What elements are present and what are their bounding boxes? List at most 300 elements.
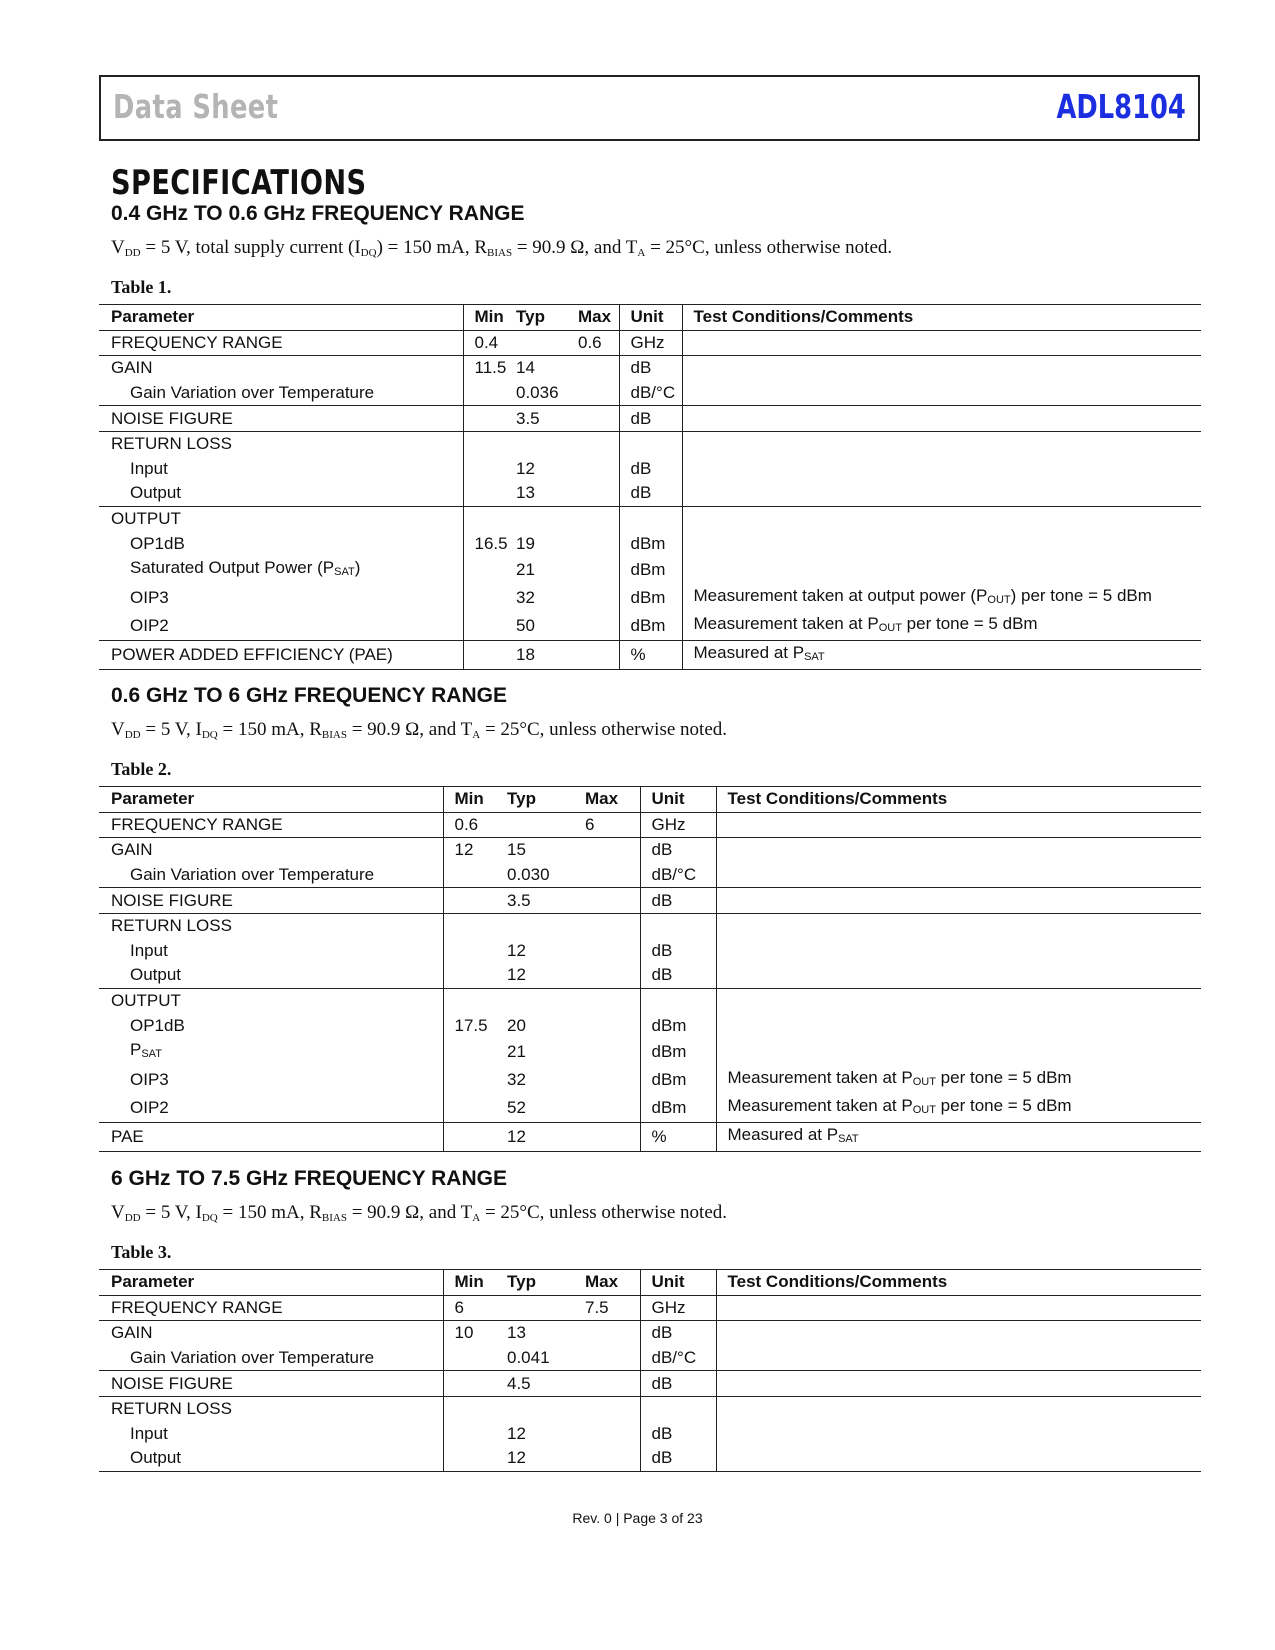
- condition-subscript: A: [472, 1212, 481, 1224]
- cell-typ: 18: [516, 640, 578, 669]
- cell-conditions: [716, 863, 1201, 888]
- table-row: [99, 506, 1201, 531]
- column-header-min: Min: [443, 1270, 507, 1296]
- cell-typ: 0.036: [516, 383, 559, 403]
- cell-min: [463, 481, 516, 506]
- cell-min: [463, 584, 516, 612]
- parameter-text: Gain Variation over Temperature: [130, 865, 375, 885]
- cell-parameter: [99, 1446, 443, 1471]
- cell-conditions: [716, 988, 1201, 1013]
- parameter-text: FREQUENCY RANGE: [111, 814, 283, 834]
- cell-min: [463, 506, 516, 531]
- cell-conditions: [716, 1446, 1201, 1471]
- cell-max: [578, 531, 619, 556]
- parameter-text: NOISE FIGURE: [111, 1373, 233, 1393]
- cell-conditions: [682, 406, 1201, 432]
- cell-unit: dB/°C: [640, 863, 716, 888]
- parameter-text: PAE: [111, 1126, 144, 1146]
- table-row: [99, 531, 1201, 556]
- table-row: [99, 812, 1201, 838]
- condition-text: ) = 150 mA, R: [376, 237, 488, 258]
- cell-typ: [516, 431, 578, 456]
- parameter-suffix: ): [354, 557, 361, 577]
- table-row: [99, 1066, 1201, 1094]
- cell-parameter: [99, 913, 443, 938]
- parameter-text: Gain Variation over Temperature: [130, 1348, 375, 1368]
- condition-subscript: DQ: [201, 1212, 218, 1224]
- cell-conditions: [682, 381, 1201, 406]
- cell-max: 6: [585, 814, 595, 834]
- section-heading: 6 GHz TO 7.5 GHz FREQUENCY RANGE: [111, 1167, 507, 1190]
- cell-parameter: [99, 1038, 443, 1066]
- table-row: [99, 1446, 1201, 1471]
- cell-min: 0.6: [443, 812, 507, 838]
- column-header-cond: Test Conditions/Comments: [716, 1270, 1201, 1296]
- parameter-text: Output: [130, 965, 182, 985]
- cell-conditions: [682, 356, 1201, 381]
- cell-max: [578, 640, 619, 669]
- cell-max: [578, 356, 619, 381]
- parameter-text: FREQUENCY RANGE: [111, 1297, 283, 1317]
- condition-text: Measured at P: [693, 642, 805, 662]
- cell-max: [578, 506, 619, 531]
- condition-text: = 25°C, unless otherwise noted.: [480, 1202, 728, 1223]
- cell-max: [585, 939, 640, 964]
- parameter-text: Output: [130, 483, 182, 503]
- column-header-typ: Typ: [507, 787, 585, 813]
- header-part-number: ADL8104: [1056, 87, 1186, 126]
- cell-max: [578, 481, 619, 506]
- cell-typ: 13: [507, 1321, 585, 1346]
- column-header-cond: Test Conditions/Comments: [682, 305, 1201, 331]
- cell-unit: dB: [640, 1446, 716, 1471]
- cell-max: [585, 1013, 640, 1038]
- cell-unit: GHz: [619, 330, 682, 356]
- condition-subscript: DD: [124, 247, 141, 259]
- condition-text: Measurement taken at output power (P: [693, 585, 988, 605]
- section-conditions: [111, 237, 892, 259]
- table-row: [99, 939, 1201, 964]
- cell-conditions: [682, 556, 1201, 584]
- cell-conditions: [716, 1422, 1201, 1447]
- subscript: SAT: [141, 1047, 162, 1060]
- cell-max: [585, 963, 640, 988]
- subscript: OUT: [912, 1075, 936, 1088]
- cell-unit: dB: [640, 939, 716, 964]
- parameter-text: OP1dB: [130, 533, 185, 553]
- cell-parameter: [99, 1371, 443, 1397]
- column-header-max: Max: [585, 787, 640, 813]
- cell-typ: 3.5: [507, 888, 585, 914]
- cell-parameter: [99, 939, 443, 964]
- cell-parameter: [99, 556, 463, 584]
- cell-conditions: [716, 939, 1201, 964]
- table-row: [99, 1321, 1201, 1346]
- subscript: OUT: [912, 1103, 936, 1116]
- parameter-text: Saturated Output Power (P: [130, 557, 335, 577]
- cell-min: [463, 431, 516, 456]
- cell-typ: 14: [516, 356, 578, 381]
- condition-suffix: per tone = 5 dBm: [935, 1067, 1072, 1087]
- cell-unit: dBm: [619, 556, 682, 584]
- condition-text: Measurement taken at P: [727, 1095, 913, 1115]
- cell-min: [443, 963, 507, 988]
- cell-typ: 0.041: [507, 1348, 550, 1368]
- table-row: [99, 1295, 1201, 1321]
- condition-subscript: BIAS: [487, 247, 513, 259]
- parameter-text: P: [130, 1039, 142, 1059]
- cell-unit: dBm: [619, 612, 682, 641]
- column-header-cond: Test Conditions/Comments: [716, 787, 1201, 813]
- cell-min: [463, 381, 516, 406]
- cell-typ: [507, 812, 585, 838]
- cell-parameter: [99, 584, 463, 612]
- cell-parameter: [99, 888, 443, 914]
- cell-conditions: [716, 1321, 1201, 1346]
- condition-suffix: per tone = 5 dBm: [901, 613, 1038, 633]
- cell-unit: dB: [640, 1321, 716, 1346]
- subscript: OUT: [878, 621, 902, 634]
- cell-max: [585, 1422, 640, 1447]
- cell-max: [585, 1038, 640, 1066]
- table-caption: Table 3.: [111, 1242, 172, 1262]
- cell-parameter: [99, 356, 463, 381]
- parameter-text: GAIN: [111, 840, 153, 860]
- cell-unit: %: [619, 640, 682, 669]
- column-header-min: Min: [463, 305, 516, 331]
- cell-parameter: [99, 506, 463, 531]
- cell-conditions: [716, 1066, 1201, 1094]
- table-row: [99, 381, 1201, 406]
- page-header: [99, 75, 1200, 141]
- cell-max: [585, 1371, 640, 1397]
- cell-min: [443, 1446, 507, 1471]
- condition-subscript: DQ: [360, 247, 377, 259]
- table-row: [99, 556, 1201, 584]
- table-row: [99, 330, 1201, 356]
- cell-max: [578, 381, 619, 406]
- cell-typ: [507, 988, 585, 1013]
- column-header-unit: Unit: [619, 305, 682, 331]
- cell-unit: dB: [619, 457, 682, 482]
- cell-unit: dBm: [640, 1094, 716, 1123]
- cell-max: [585, 838, 640, 863]
- condition-text: = 25°C, unless otherwise noted.: [480, 719, 728, 740]
- cell-max: [585, 1066, 640, 1094]
- cell-parameter: [99, 1094, 443, 1123]
- cell-max: [585, 863, 640, 888]
- condition-suffix: per tone = 5 dBm: [935, 1095, 1072, 1115]
- cell-min: [443, 1371, 507, 1397]
- subscript: SAT: [838, 1132, 859, 1145]
- cell-typ: 20: [507, 1015, 526, 1035]
- cell-min: 12: [443, 838, 507, 863]
- parameter-text: OIP2: [130, 1097, 169, 1117]
- cell-unit: [619, 431, 682, 456]
- table-row: [99, 913, 1201, 938]
- condition-text: = 150 mA, R: [217, 1202, 322, 1223]
- cell-max: [578, 584, 619, 612]
- table-row: [99, 838, 1201, 863]
- cell-parameter: [99, 1066, 443, 1094]
- condition-text: = 5 V, I: [140, 719, 202, 740]
- cell-typ: [507, 1396, 585, 1421]
- cell-unit: dB: [640, 888, 716, 914]
- cell-max: [585, 1094, 640, 1123]
- cell-min: [443, 1396, 507, 1421]
- cell-typ: 12: [507, 940, 526, 960]
- cell-unit: dB: [640, 1422, 716, 1447]
- condition-text: Measured at P: [727, 1124, 839, 1144]
- cell-typ: 12: [507, 1122, 585, 1151]
- cell-parameter: [99, 838, 443, 863]
- cell-conditions: [716, 1013, 1201, 1038]
- cell-unit: GHz: [640, 1295, 716, 1321]
- cell-max: [585, 1396, 640, 1421]
- cell-max: 7.5: [585, 1297, 609, 1317]
- table-row: [99, 640, 1201, 669]
- subscript: SAT: [804, 650, 825, 663]
- cell-max: [578, 556, 619, 584]
- cell-conditions: [716, 812, 1201, 838]
- cell-min: [443, 913, 507, 938]
- condition-text: = 90.9 Ω, and T: [346, 719, 473, 740]
- cell-conditions: [716, 963, 1201, 988]
- cell-unit: dB: [640, 963, 716, 988]
- parameter-text: GAIN: [111, 1323, 153, 1343]
- cell-conditions: [682, 431, 1201, 456]
- parameter-text: POWER ADDED EFFICIENCY (PAE): [111, 644, 393, 664]
- cell-parameter: [99, 612, 463, 641]
- cell-max: [585, 913, 640, 938]
- column-header-typ: Typ: [516, 305, 578, 331]
- cell-parameter: [99, 1321, 443, 1346]
- cell-unit: dB/°C: [640, 1346, 716, 1371]
- cell-parameter: [99, 988, 443, 1013]
- cell-conditions: [716, 1346, 1201, 1371]
- table-caption: Table 2.: [111, 759, 172, 779]
- cell-min: [463, 612, 516, 641]
- condition-text: = 90.9 Ω, and T: [346, 1202, 473, 1223]
- cell-min: 16.5: [463, 531, 516, 556]
- cell-min: [443, 1038, 507, 1066]
- cell-typ: 12: [507, 1446, 585, 1471]
- cell-parameter: [99, 1013, 443, 1038]
- parameter-text: FREQUENCY RANGE: [111, 332, 283, 352]
- cell-typ: 21: [507, 1041, 526, 1061]
- cell-min: [443, 1422, 507, 1447]
- condition-text: V: [111, 237, 125, 258]
- cell-parameter: [99, 531, 463, 556]
- parameter-text: RETURN LOSS: [111, 434, 232, 454]
- spec-table: [99, 1269, 1201, 1472]
- cell-typ: 0.030: [507, 865, 550, 885]
- cell-min: [463, 640, 516, 669]
- table-row: [99, 457, 1201, 482]
- cell-conditions: [716, 888, 1201, 914]
- cell-conditions: [682, 584, 1201, 612]
- section-heading: 0.4 GHz TO 0.6 GHz FREQUENCY RANGE: [111, 202, 525, 225]
- cell-typ: 4.5: [507, 1371, 585, 1397]
- cell-parameter: [99, 1122, 443, 1151]
- cell-min: 11.5: [463, 356, 516, 381]
- column-header-param: Parameter: [99, 1270, 443, 1296]
- cell-unit: dBm: [619, 531, 682, 556]
- page-title: SPECIFICATIONS: [111, 163, 367, 203]
- cell-parameter: [99, 457, 463, 482]
- table-row: [99, 356, 1201, 381]
- cell-parameter: [99, 812, 443, 838]
- cell-parameter: [99, 963, 443, 988]
- table-row: [99, 1396, 1201, 1421]
- column-header-param: Parameter: [99, 787, 443, 813]
- section-heading: 0.6 GHz TO 6 GHz FREQUENCY RANGE: [111, 684, 507, 707]
- parameter-text: OP1dB: [130, 1015, 185, 1035]
- cell-min: [443, 1094, 507, 1123]
- cell-unit: [640, 1396, 716, 1421]
- parameter-text: OUTPUT: [111, 509, 181, 529]
- cell-parameter: [99, 330, 463, 356]
- cell-min: [443, 1346, 507, 1371]
- table-row: [99, 1346, 1201, 1371]
- cell-max: 0.6: [578, 332, 602, 352]
- parameter-text: Output: [130, 1448, 182, 1468]
- cell-typ: 19: [516, 533, 535, 553]
- parameter-text: OIP3: [130, 1069, 169, 1089]
- cell-parameter: [99, 640, 463, 669]
- condition-subscript: DD: [124, 729, 141, 741]
- cell-conditions: [716, 1371, 1201, 1397]
- parameter-text: GAIN: [111, 358, 153, 378]
- condition-suffix: ) per tone = 5 dBm: [1010, 585, 1152, 605]
- condition-text: = 5 V, total supply current (I: [140, 237, 361, 258]
- spec-table: [99, 786, 1201, 1152]
- cell-typ: 52: [507, 1097, 526, 1117]
- cell-conditions: [682, 640, 1201, 669]
- cell-unit: dBm: [640, 1038, 716, 1066]
- cell-min: [463, 457, 516, 482]
- cell-parameter: [99, 431, 463, 456]
- subscript: OUT: [987, 593, 1011, 606]
- cell-parameter: [99, 381, 463, 406]
- parameter-text: OIP3: [130, 587, 169, 607]
- cell-typ: 12: [507, 965, 526, 985]
- cell-unit: dBm: [640, 1066, 716, 1094]
- cell-max: [578, 457, 619, 482]
- condition-subscript: DD: [124, 1212, 141, 1224]
- cell-conditions: [716, 1094, 1201, 1123]
- column-header-unit: Unit: [640, 787, 716, 813]
- cell-unit: [619, 506, 682, 531]
- cell-conditions: [716, 913, 1201, 938]
- cell-unit: dB: [640, 1371, 716, 1397]
- parameter-text: OUTPUT: [111, 991, 181, 1011]
- table-header-row: [99, 787, 1201, 813]
- parameter-text: RETURN LOSS: [111, 1399, 232, 1419]
- cell-conditions: [682, 612, 1201, 641]
- column-header-max: Max: [578, 305, 619, 331]
- cell-conditions: [682, 330, 1201, 356]
- condition-text: = 5 V, I: [140, 1202, 202, 1223]
- cell-conditions: [716, 1396, 1201, 1421]
- cell-min: [443, 988, 507, 1013]
- condition-text: Measurement taken at P: [693, 613, 879, 633]
- cell-unit: dB: [619, 406, 682, 432]
- table-caption: Table 1.: [111, 277, 172, 297]
- cell-unit: dBm: [619, 584, 682, 612]
- condition-text: = 25°C, unless otherwise noted.: [645, 237, 893, 258]
- page-footer: Rev. 0 | Page 3 of 23: [572, 1510, 703, 1526]
- cell-typ: 21: [516, 559, 535, 579]
- cell-min: [443, 863, 507, 888]
- table-header-row: [99, 1270, 1201, 1296]
- cell-conditions: [682, 457, 1201, 482]
- cell-conditions: [716, 1295, 1201, 1321]
- parameter-text: Input: [130, 458, 168, 478]
- cell-parameter: [99, 481, 463, 506]
- condition-text: V: [111, 719, 125, 740]
- cell-typ: [516, 330, 578, 356]
- cell-unit: dBm: [640, 1013, 716, 1038]
- cell-typ: 13: [516, 483, 535, 503]
- cell-conditions: [682, 506, 1201, 531]
- cell-unit: [640, 913, 716, 938]
- cell-max: [585, 1122, 640, 1151]
- cell-unit: dB/°C: [619, 381, 682, 406]
- table-row: [99, 431, 1201, 456]
- cell-typ: 12: [516, 458, 535, 478]
- parameter-text: Input: [130, 940, 168, 960]
- cell-unit: dB: [619, 356, 682, 381]
- condition-text: = 90.9 Ω, and T: [512, 237, 638, 258]
- cell-parameter: [99, 1346, 443, 1371]
- section-conditions: [111, 1202, 727, 1224]
- cell-typ: [516, 506, 578, 531]
- cell-min: [463, 406, 516, 432]
- cell-typ: 3.5: [516, 406, 578, 432]
- cell-min: [463, 556, 516, 584]
- cell-min: 17.5: [443, 1013, 507, 1038]
- cell-min: 6: [443, 1295, 507, 1321]
- cell-typ: 15: [507, 838, 585, 863]
- cell-typ: [507, 913, 585, 938]
- parameter-text: NOISE FIGURE: [111, 408, 233, 428]
- cell-max: [585, 1446, 640, 1471]
- cell-parameter: [99, 1295, 443, 1321]
- condition-text: Measurement taken at P: [727, 1067, 913, 1087]
- column-header-min: Min: [443, 787, 507, 813]
- cell-unit: [640, 988, 716, 1013]
- table-row: [99, 1422, 1201, 1447]
- cell-parameter: [99, 1422, 443, 1447]
- cell-parameter: [99, 1396, 443, 1421]
- cell-typ: 50: [516, 615, 535, 635]
- cell-conditions: [716, 838, 1201, 863]
- condition-subscript: BIAS: [321, 1212, 347, 1224]
- parameter-text: OIP2: [130, 615, 169, 635]
- cell-max: [578, 431, 619, 456]
- cell-min: 10: [443, 1321, 507, 1346]
- column-header-typ: Typ: [507, 1270, 585, 1296]
- column-header-param: Parameter: [99, 305, 463, 331]
- table-row: [99, 1038, 1201, 1066]
- cell-min: [443, 939, 507, 964]
- subscript: SAT: [334, 565, 355, 578]
- column-header-max: Max: [585, 1270, 640, 1296]
- cell-max: [585, 1346, 640, 1371]
- table-row: [99, 1094, 1201, 1123]
- cell-unit: dB: [640, 838, 716, 863]
